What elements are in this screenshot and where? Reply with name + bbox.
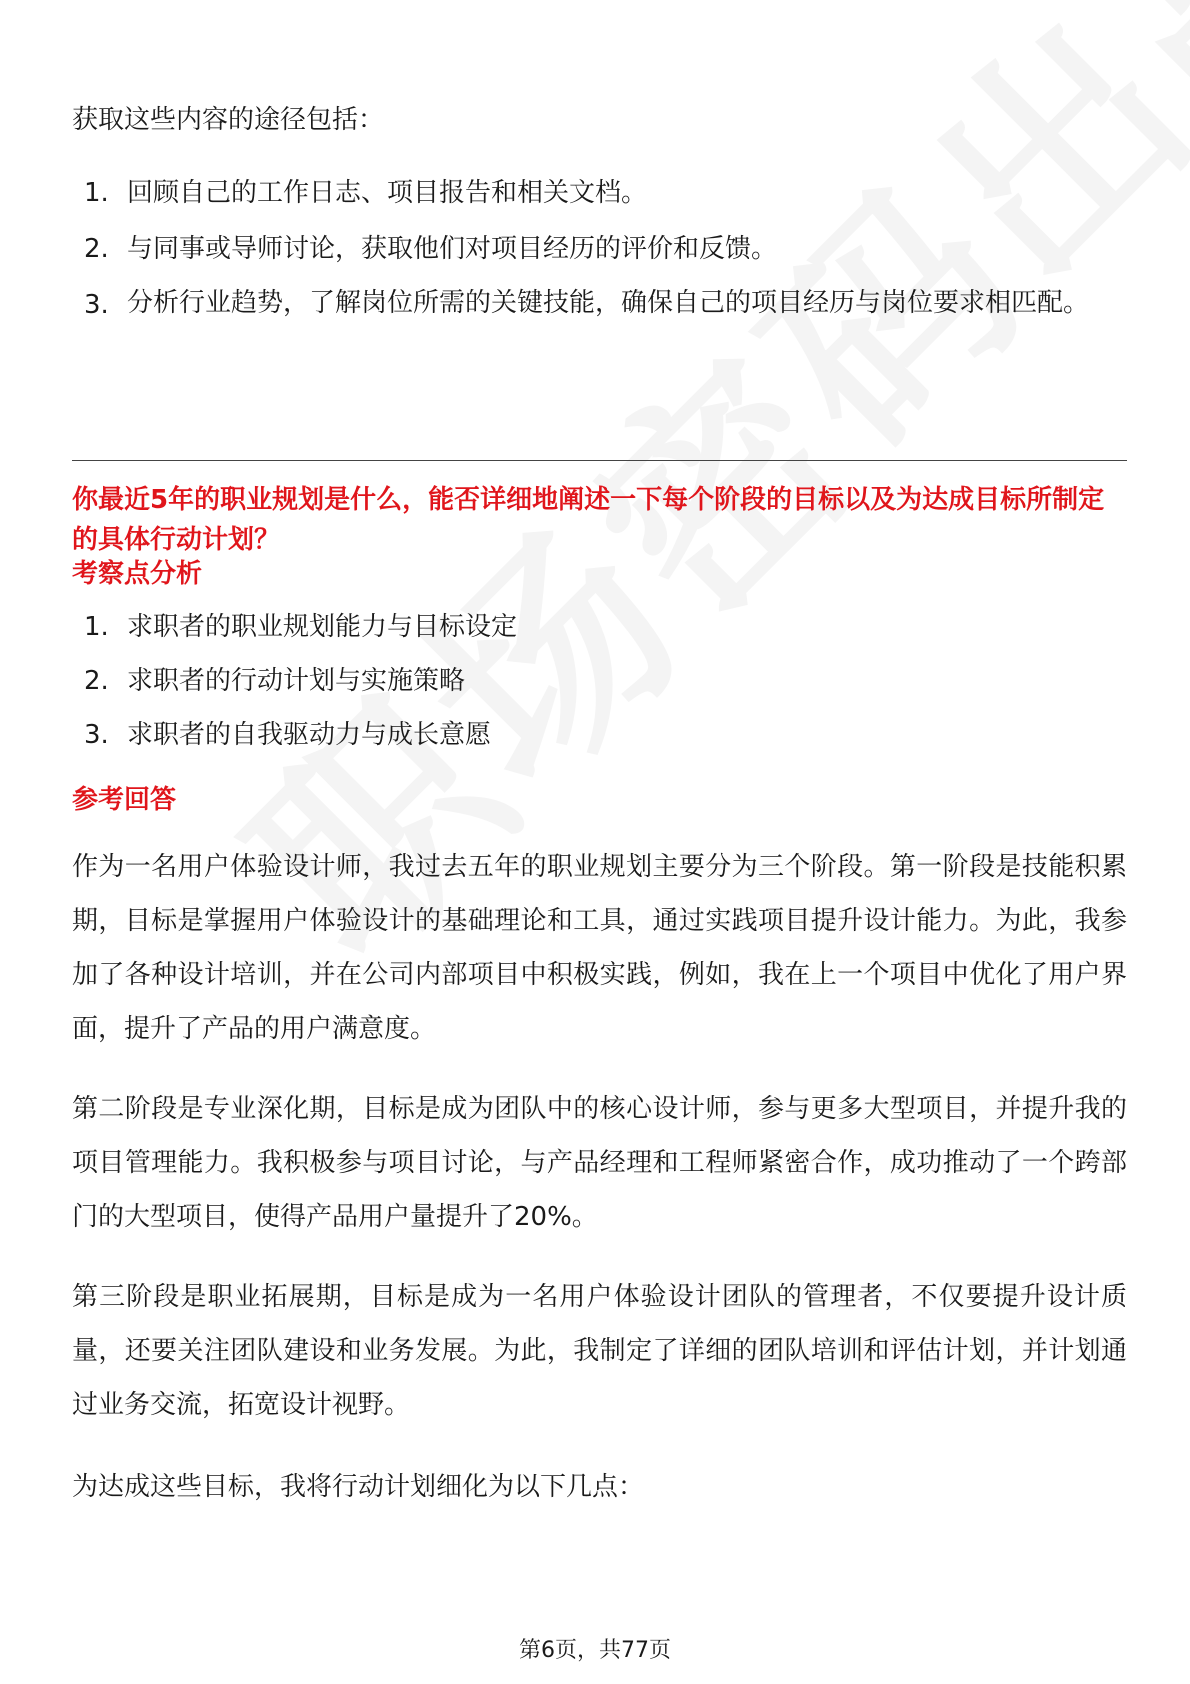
list-item: [72, 277, 1112, 329]
intro-text: 获取这些内容的途径包括：: [72, 105, 385, 135]
analysis-title: 考察点分析: [72, 559, 203, 589]
list-item: [72, 708, 1112, 762]
answer-paragraph: 为达成这些目标，我将行动计划细化为以下几点：: [72, 1472, 645, 1502]
list-item: [72, 221, 1112, 277]
list-number: 1.: [84, 178, 109, 208]
list-text: 求职者的自我驱动力与成长意愿: [127, 720, 492, 750]
section-divider: [72, 460, 1127, 461]
analysis-list: [72, 600, 1112, 762]
list-item: [72, 654, 1112, 708]
list-item: [72, 165, 1112, 221]
list-text: 回顾自己的工作日志、项目报告和相关文档。: [127, 178, 648, 208]
list-text: 求职者的职业规划能力与目标设定: [127, 612, 518, 642]
list-number: 2.: [84, 234, 109, 264]
list-text: 与同事或导师讨论，获取他们对项目经历的评价和反馈。: [127, 234, 778, 264]
answer-paragraph: 第二阶段是专业深化期，目标是成为团队中的核心设计师，参与更多大型项目，并提升我的项目管理能力。我积极参与项目讨论，与产品经理和工程师紧密合作，成功推动了一个跨部门的大型项目，使得产品用户量提升了20%。: [72, 1094, 1127, 1232]
list-text: 求职者的行动计划与实施策略: [127, 666, 466, 696]
list-number: 3.: [84, 290, 109, 320]
list-number: 3.: [84, 720, 109, 750]
answer-paragraph: 第三阶段是职业拓展期，目标是成为一名用户体验设计团队的管理者，不仅要提升设计质量，还要关注团队建设和业务发展。为此，我制定了详细的团队培训和评估计划，并计划通过业务交流，拓宽设计视野。: [72, 1282, 1127, 1420]
answer-paragraph: 作为一名用户体验设计师，我过去五年的职业规划主要分为三个阶段。第一阶段是技能积累期，目标是掌握用户体验设计的基础理论和工具，通过实践项目提升设计能力。为此，我参加了各种设计培训，并在公司内部项目中积极实践，例如，我在上一个项目中优化了用户界面，提升了产品的用户满意度。: [72, 852, 1127, 1044]
question-heading: 你最近5年的职业规划是什么，能否详细地阐述一下每个阶段的目标以及为达成目标所制定的具体行动计划？: [72, 485, 1105, 555]
answer-title: 参考回答: [72, 785, 177, 815]
sources-list: [72, 165, 1112, 329]
list-number: 2.: [84, 666, 109, 696]
list-item: [72, 600, 1112, 654]
page-footer: 第6页，共77页: [519, 1638, 671, 1663]
list-text: 分析行业趋势，了解岗位所需的关键技能，确保自己的项目经历与岗位要求相匹配。: [127, 288, 1090, 318]
list-number: 1.: [84, 612, 109, 642]
